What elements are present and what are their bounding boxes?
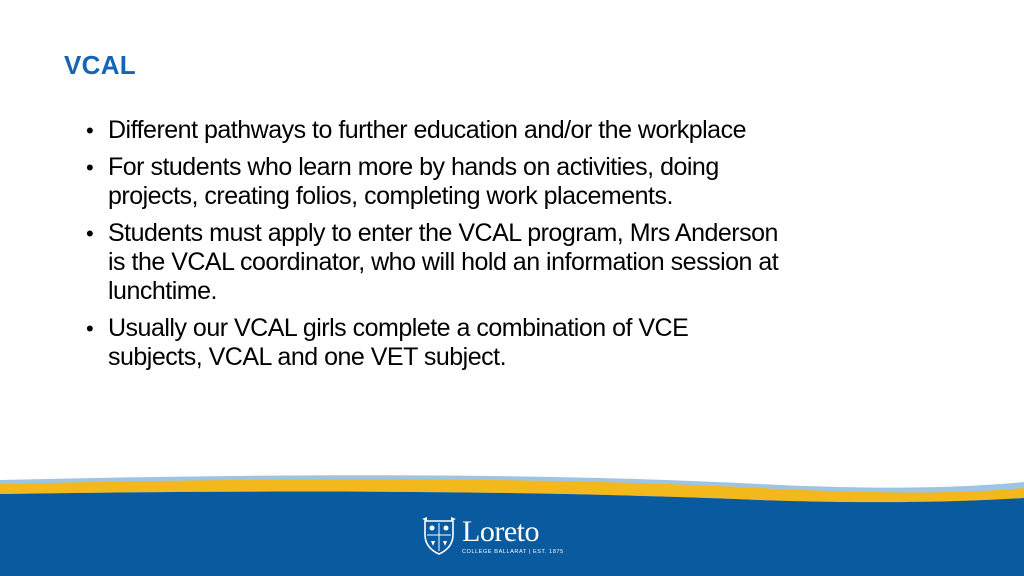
bullet-dot-icon: • (86, 221, 94, 246)
logo-text (462, 517, 564, 555)
bullet-item-1 (86, 116, 786, 145)
bullet-text: Different pathways to further education and/or the workplace (108, 116, 746, 144)
bullet-text: Students must apply to enter the VCAL program, Mrs Anderson is the VCAL coordinator, who will hold an information session at lunchtime. (108, 219, 779, 305)
bullet-list (86, 116, 786, 380)
bullet-dot-icon: • (86, 155, 94, 180)
logo-subtitle: COLLEGE BALLARAT | EST. 1875 (462, 549, 564, 555)
bullet-item-3 (86, 219, 786, 306)
bullet-item-2 (86, 153, 786, 211)
logo-name: Loreto (462, 515, 539, 548)
bullet-item-4 (86, 314, 786, 372)
bullet-text: For students who learn more by hands on activities, doing projects, creating folios, completing work placements. (108, 153, 719, 210)
school-logo (422, 516, 564, 556)
bullet-dot-icon: • (86, 316, 94, 341)
bullet-dot-icon: • (86, 118, 94, 143)
crest-icon (422, 517, 456, 555)
bullet-text: Usually our VCAL girls complete a combination of VCE subjects, VCAL and one VET subject. (108, 314, 689, 371)
slide-title: VCAL (64, 50, 136, 80)
